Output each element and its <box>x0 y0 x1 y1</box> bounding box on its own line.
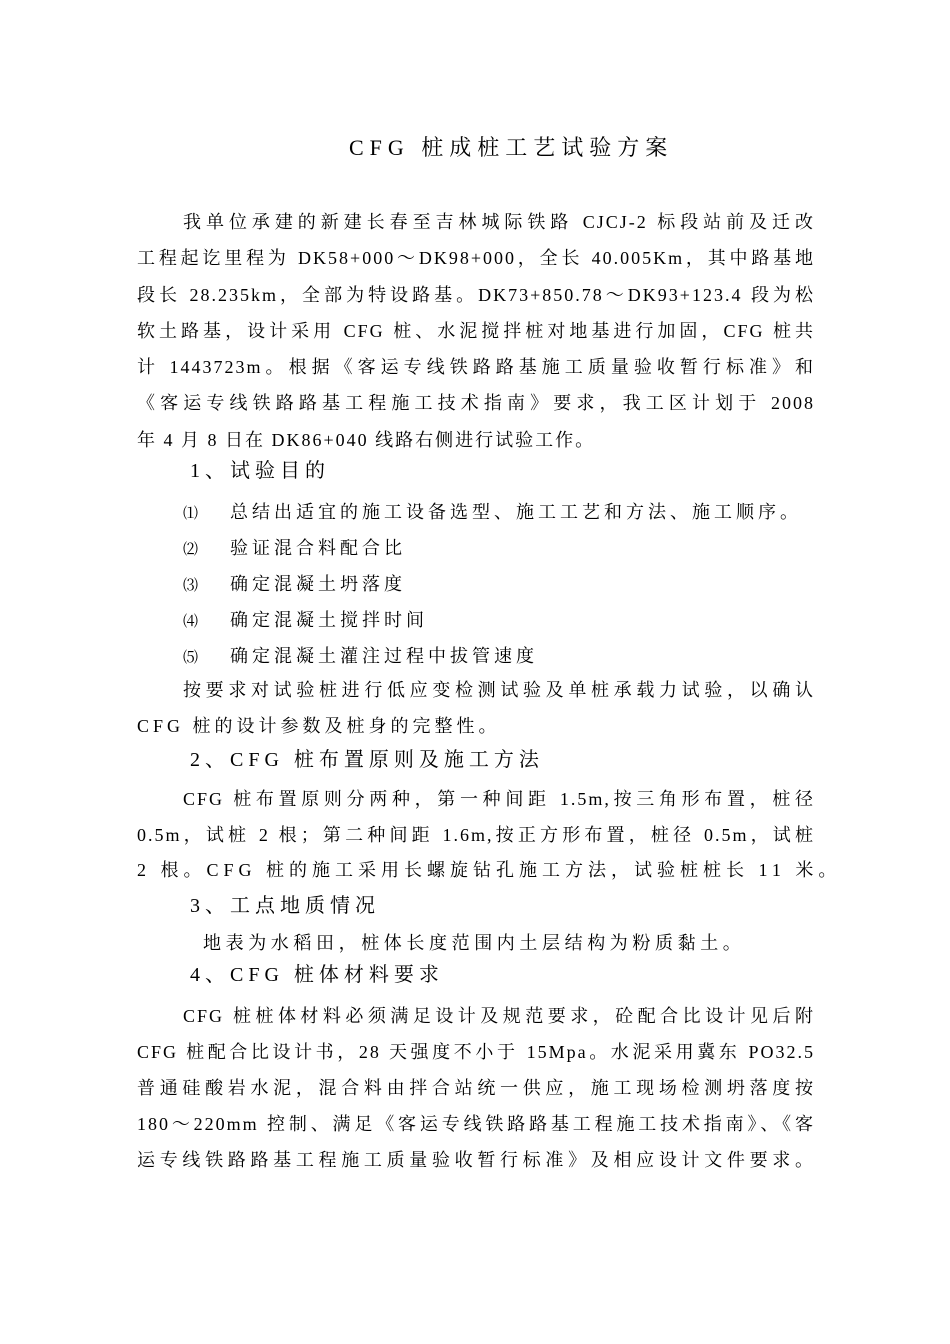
list-item-number: ⑶ <box>183 578 199 594</box>
list-item-text: 总结出适宜的施工设备选型、施工工艺和方法、施工顺序。 <box>230 502 802 522</box>
section-3-paragraph <box>137 925 815 961</box>
paragraph-line: 0.5m，试桩 2 根；第二种间距 1.6m,按正方形布置，桩径 0.5m，试桩 <box>137 824 815 845</box>
list-item-number: ⑴ <box>183 506 199 522</box>
paragraph-line: CFG 桩配合比设计书，28 天强度不小于 15Mpa。水泥采用冀东 PO32.5 <box>137 1042 815 1062</box>
section-heading-4: 4、CFG 桩体材料要求 <box>190 964 444 986</box>
list-item <box>183 530 815 566</box>
section-heading-3: 3、工点地质情况 <box>190 895 380 917</box>
section-heading-2: 2、CFG 桩布置原则及施工方法 <box>190 749 544 771</box>
list-item-number: ⑸ <box>183 650 199 666</box>
section-4-paragraph <box>137 998 815 1178</box>
list-item-text: 确定混凝土灌注过程中拔管速度 <box>230 646 538 666</box>
section-2-paragraph <box>137 782 842 889</box>
paragraph-line: 《客运专线铁路路基工程施工技术指南》要求，我工区计划于 2008 <box>137 393 815 414</box>
paragraph-line: 软土路基，设计采用 CFG 桩、水泥搅拌桩对地基进行加固，CFG 桩共 <box>137 320 815 341</box>
paragraph-line: 2 根。CFG 桩的施工采用长螺旋钻孔施工方法，试验桩桩长 11 米。 <box>137 860 842 880</box>
paragraph-line: 普通硅酸岩水泥，混合料由拌合站统一供应，施工现场检测坍落度按 <box>137 1078 815 1098</box>
paragraph-line: 计 1443723m。根据《客运专线铁路路基施工质量验收暂行标准》和 <box>137 357 815 378</box>
list-item-number: ⑷ <box>183 614 199 630</box>
list-item <box>183 566 815 602</box>
paragraph-line: CFG 桩的设计参数及桩身的完整性。 <box>137 716 501 736</box>
section-1-paragraph <box>137 672 815 744</box>
paragraph-line: 段长 28.235km，全部为特设路基。DK73+850.78～DK93+123.4 段为松 <box>137 284 815 305</box>
paragraph-line: 我单位承建的新建长春至吉林城际铁路 CJCJ-2 标段站前及迁改 <box>183 212 815 232</box>
list-item <box>183 602 815 638</box>
paragraph-line: CFG 桩桩体材料必须满足设计及规范要求，砼配合比设计见后附 <box>183 1006 815 1026</box>
paragraph-line: CFG 桩布置原则分两种，第一种间距 1.5m,按三角形布置，桩径 <box>183 789 815 809</box>
paragraph-line: 按要求对试验桩进行低应变检测试验及单桩承载力试验，以确认 <box>183 680 815 700</box>
list-item-text: 验证混合料配合比 <box>230 538 406 558</box>
paragraph-line: 180～220mm 控制、满足《客运专线铁路路基工程施工技术指南》、《客 <box>137 1114 815 1134</box>
objective-list <box>183 494 815 674</box>
list-item-number: ⑵ <box>183 542 199 558</box>
list-item <box>183 494 815 530</box>
paragraph-line: 年 4 月 8 日在 DK86+040 线路右侧进行试验工作。 <box>137 429 596 450</box>
paragraph-line: 工程起讫里程为 DK58+000～DK98+000，全长 40.005Km，其中路基地 <box>137 248 815 269</box>
document-title: CFG 桩成桩工艺试验方案 <box>349 135 674 160</box>
list-item-text: 确定混凝土坍落度 <box>230 574 406 594</box>
intro-paragraph <box>137 204 815 458</box>
paragraph-line: 运专线铁路路基工程施工质量验收暂行标准》及相应设计文件要求。 <box>137 1150 815 1170</box>
list-item <box>183 638 815 674</box>
paragraph-line: 地表为水稻田，桩体长度范围内土层结构为粉质黏土。 <box>203 933 746 953</box>
list-item-text: 确定混凝土搅拌时间 <box>230 610 428 630</box>
section-heading-1: 1、试验目的 <box>190 460 330 482</box>
